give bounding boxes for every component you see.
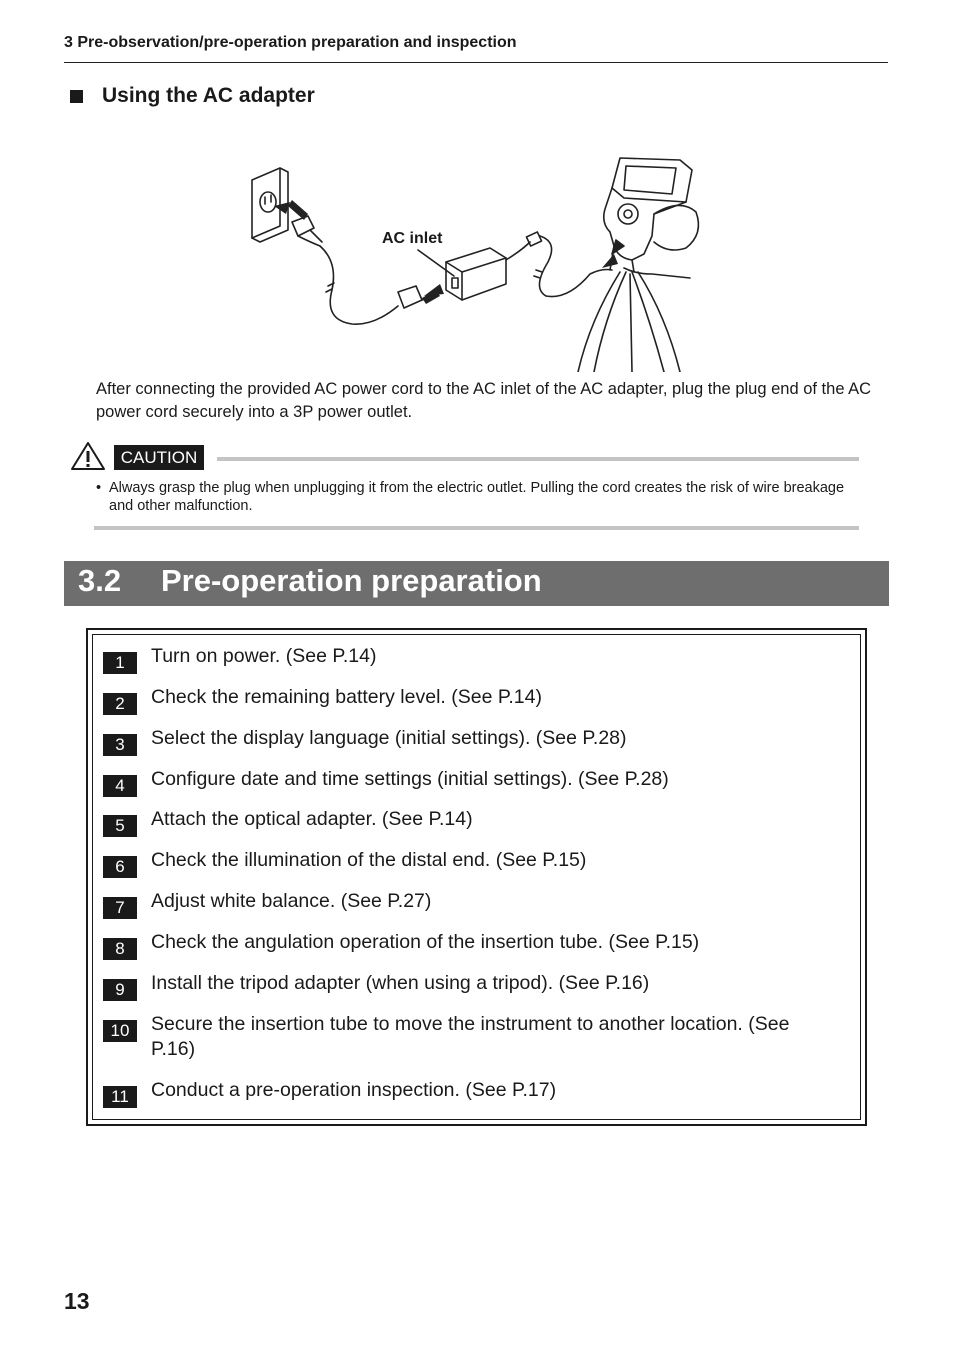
warning-triangle-icon xyxy=(70,441,106,471)
step-text: Check the illumination of the distal end. (See P.15) xyxy=(151,849,587,871)
power-plug-icon xyxy=(292,216,322,246)
ac-adapter-box-icon xyxy=(446,248,506,300)
step-text: Turn on power. (See P.14) xyxy=(151,645,377,667)
caution-item-text: Always grasp the plug when unplugging it from the electric outlet. Pulling the cord creates the risk of wire breakage and other malfunction. xyxy=(109,480,845,514)
step-text: Configure date and time settings (initial settings). (See P.28) xyxy=(151,768,669,790)
section-heading xyxy=(64,561,889,606)
sub-heading-text: Using the AC adapter xyxy=(102,84,315,107)
step-number: 3 xyxy=(103,734,137,756)
step-text: Check the remaining battery level. (See P.14) xyxy=(151,686,542,708)
caution-label: CAUTION xyxy=(114,445,204,470)
step-text: Secure the insertion tube to move the instrument to another location. (See P.16) xyxy=(151,1013,790,1060)
running-header: 3 Pre-observation/pre-operation preparation and inspection xyxy=(64,34,517,51)
step-number: 4 xyxy=(103,775,137,797)
section-title: Pre-operation preparation xyxy=(161,563,542,598)
step-text: Attach the optical adapter. (See P.14) xyxy=(151,808,473,830)
sub-heading xyxy=(70,84,315,108)
ac-inlet-label: AC inlet xyxy=(382,230,443,247)
step-text: Select the display language (initial settings). (See P.28) xyxy=(151,727,627,749)
ac-adapter-instructions: After connecting the provided AC power cord to the AC inlet of the AC adapter, plug the plug end of the AC power cord securely into a 3P power outlet. xyxy=(96,380,872,421)
header-rule xyxy=(64,62,888,63)
step-number: 7 xyxy=(103,897,137,919)
bullet-icon: • xyxy=(96,480,102,496)
steps-box xyxy=(86,628,867,1126)
step-number: 2 xyxy=(103,693,137,715)
step-number: 6 xyxy=(103,856,137,878)
step-text: Adjust white balance. (See P.27) xyxy=(151,890,432,912)
step-number: 1 xyxy=(103,652,137,674)
step-text: Install the tripod adapter (when using a tripod). (See P.16) xyxy=(151,972,650,994)
caution-rule-bottom xyxy=(94,526,859,530)
step-number: 9 xyxy=(103,979,137,1001)
step-number: 11 xyxy=(103,1086,137,1108)
step-text: Check the angulation operation of the insertion tube. (See P.15) xyxy=(151,931,700,953)
steps-list xyxy=(92,634,861,1120)
caution-item xyxy=(96,479,866,515)
step-number: 5 xyxy=(103,815,137,837)
step-number: 10 xyxy=(103,1020,137,1042)
page-number: 13 xyxy=(64,1288,90,1314)
section-number: 3.2 xyxy=(78,563,122,598)
step-number: 8 xyxy=(103,938,137,960)
ac-adapter-illustration xyxy=(240,150,720,372)
caution-rule-top xyxy=(217,457,859,461)
step-text: Conduct a pre-operation inspection. (See P.17) xyxy=(151,1079,557,1101)
square-bullet-icon xyxy=(70,90,83,103)
videoscope-device-icon xyxy=(604,158,699,278)
